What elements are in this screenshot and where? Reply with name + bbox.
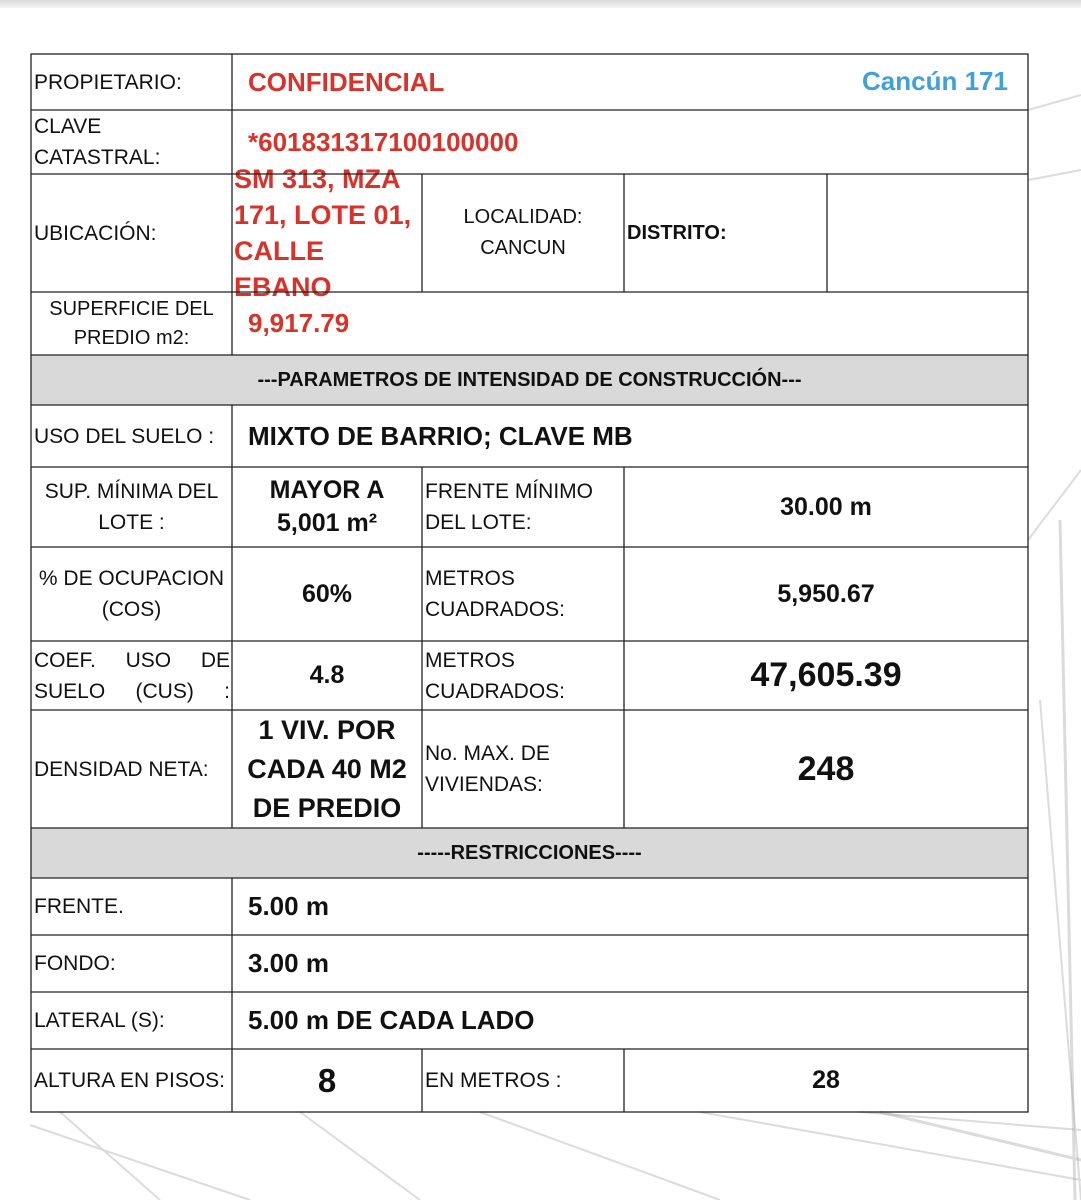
en-metros-label: EN METROS : bbox=[425, 1069, 562, 1092]
altura-value: 8 bbox=[317, 1061, 337, 1099]
cos-m2-value: 5,950.67 bbox=[777, 579, 875, 608]
cus-value: 4.8 bbox=[309, 661, 345, 689]
cus-m2-value: 47,605.39 bbox=[750, 656, 902, 694]
ubicacion-value: SM 313, MZA 171, LOTE 01, CALLE EBANO bbox=[234, 164, 412, 302]
fondo-label: FONDO: bbox=[34, 952, 116, 975]
frente-value: 5.00 m bbox=[248, 891, 329, 921]
section-restricciones: -----RESTRICCIONES---- bbox=[31, 828, 1028, 878]
max-viviendas-label: No. MAX. DE VIVIENDAS: bbox=[425, 742, 550, 796]
frente-minimo-label: FRENTE MÍNIMO DEL LOTE: bbox=[425, 480, 593, 534]
en-metros-value: 28 bbox=[812, 1066, 840, 1094]
max-viviendas-value: 248 bbox=[797, 749, 855, 788]
section-parametros: ---PARAMETROS DE INTENSIDAD DE CONSTRUCCIÓN--- bbox=[31, 355, 1028, 405]
lateral-value: 5.00 m DE CADA LADO bbox=[248, 1005, 535, 1035]
clave-value: *601831317100100000 bbox=[248, 126, 519, 157]
superficie-value: 9,917.79 bbox=[248, 308, 350, 338]
localidad-label: LOCALIDAD: CANCUN bbox=[463, 206, 583, 259]
cus-label: COEF. USO DE SUELO (CUS) : bbox=[34, 648, 230, 703]
densidad-label: DENSIDAD NETA: bbox=[34, 757, 209, 781]
altura-label: ALTURA EN PISOS: bbox=[34, 1069, 225, 1092]
clave-label: CLAVE CATASTRAL: bbox=[34, 115, 161, 169]
sup-minima-label: SUP. MÍNIMA DEL LOTE : bbox=[44, 480, 219, 534]
lateral-label: LATERAL (S): bbox=[34, 1009, 165, 1032]
brand-title: Cancún 171 bbox=[862, 66, 1008, 96]
frente-minimo-value: 30.00 m bbox=[780, 492, 872, 521]
uso-suelo-label: USO DEL SUELO : bbox=[34, 424, 215, 448]
fondo-value: 3.00 m bbox=[248, 948, 329, 978]
distrito-label: DISTRITO: bbox=[627, 221, 727, 244]
cos-m2-label: METROS CUADRADOS: bbox=[425, 567, 566, 621]
densidad-value: 1 VIV. POR CADA 40 M2 DE PREDIO bbox=[247, 714, 407, 823]
frente-label: FRENTE. bbox=[34, 895, 124, 918]
superficie-label: SUPERFICIE DEL PREDIO m2: bbox=[49, 297, 214, 349]
cos-value: 60% bbox=[301, 579, 353, 608]
cus-m2-label: METROS CUADRADOS: bbox=[425, 648, 566, 703]
cos-label: % DE OCUPACION (COS) bbox=[38, 567, 225, 621]
sup-minima-value: MAYOR A 5,001 m² bbox=[269, 476, 385, 537]
propietario-value: CONFIDENCIAL bbox=[248, 66, 445, 97]
ubicacion-label: UBICACIÓN: bbox=[34, 221, 157, 245]
uso-suelo-value: MIXTO DE BARRIO; CLAVE MB bbox=[248, 420, 633, 451]
propietario-label: PROPIETARIO: bbox=[34, 70, 182, 94]
